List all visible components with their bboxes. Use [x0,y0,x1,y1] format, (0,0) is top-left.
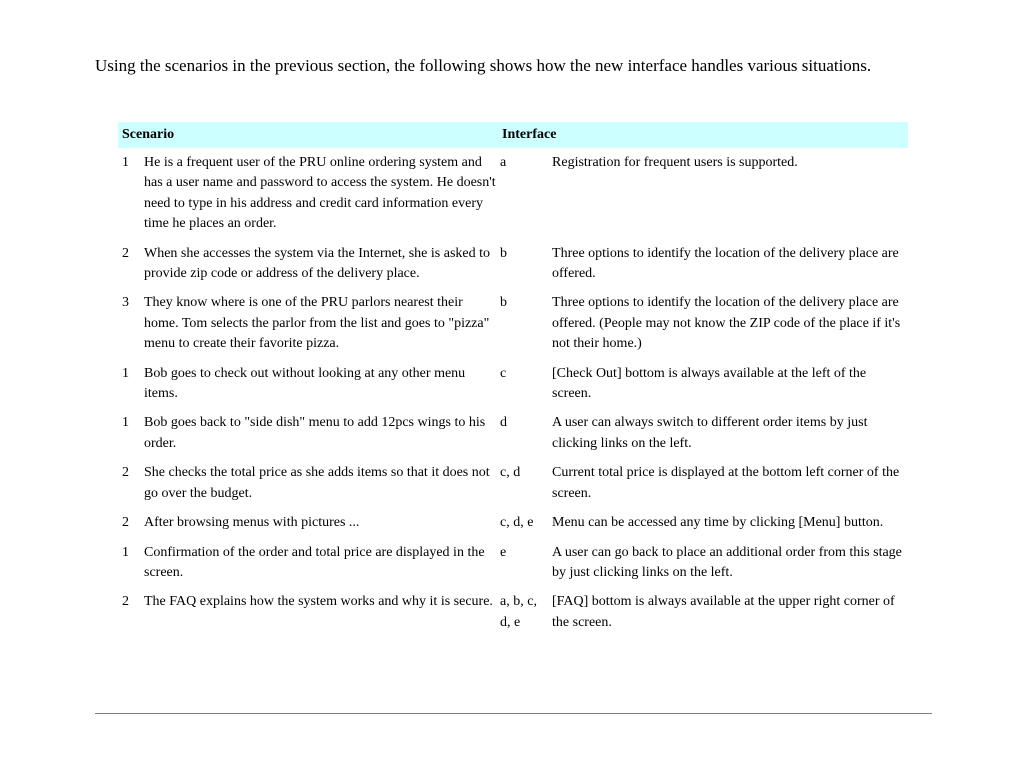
scenario-number: 3 [122,295,129,311]
scenario-text: He is a frequent user of the PRU online ordering system and has a user name and password to access the system. He doesn't need to type in his address and credit card information every time he places an order. [144,155,496,232]
scenario-number: 1 [122,544,129,560]
interface-description: A user can always switch to different order items by just clicking links on the left. [552,415,868,451]
table-header-row [118,122,908,148]
scenario-number: 1 [122,365,129,381]
interface-ref: c, d, e [500,515,534,531]
table-row [118,587,908,637]
interface-ref: c, d [500,465,521,481]
table-row [118,508,908,537]
scenario-text: After browsing menus with pictures ... [144,515,360,531]
scenario-text: Bob goes back to "side dish" menu to add 12pcs wings to his order. [144,415,486,451]
table-row [118,538,908,588]
scenario-column-header: Scenario [118,122,498,148]
scenario-number: 1 [122,415,129,431]
table-row [118,239,908,289]
scenario-number: 2 [122,515,129,531]
interface-description: Registration for frequent users is supported. [552,155,798,170]
interface-ref: c [500,365,507,381]
interface-description: Three options to identify the location of the delivery place are offered. [552,245,899,282]
scenario-text: The FAQ explains how the system works and why it is secure. [144,594,493,610]
horizontal-rule [95,713,932,714]
interface-ref: e [500,544,507,560]
table-row [118,148,908,239]
scenario-text: They know where is one of the PRU parlors nearest their home. Tom selects the parlor from the list and goes to "pizza" menu to create their favorite pizza. [144,295,490,352]
table-row [118,458,908,508]
scenario-interface-table-container [118,122,908,637]
scenario-number: 1 [122,155,129,170]
table-row [118,288,908,358]
interface-ref: d [500,415,508,431]
intro-paragraph: Using the scenarios in the previous section, the following shows how the new interface handles various situations. [95,56,872,75]
scenario-interface-table [118,122,908,637]
interface-description: A user can go back to place an additional order from this stage by just clicking links on the left. [552,544,902,580]
interface-ref: a, b, c, d, e [500,594,537,630]
scenario-text: Confirmation of the order and total price are displayed in the screen. [144,544,485,580]
scenario-number: 2 [122,245,129,261]
interface-description: Menu can be accessed any time by clicking [Menu] button. [552,515,884,531]
scenario-text: Bob goes to check out without looking at any other menu items. [144,365,466,402]
interface-description: Current total price is displayed at the bottom left corner of the screen. [552,465,900,501]
interface-ref: b [500,295,508,311]
scenario-text: She checks the total price as she adds items so that it does not go over the budget. [144,465,490,501]
interface-column-header: Interface [498,122,908,148]
table-row [118,408,908,458]
interface-description: [Check Out] bottom is always available at the left of the screen. [552,365,867,402]
interface-description: Three options to identify the location of the delivery place are offered. (People may not know the ZIP code of the place if it's not their home.) [552,295,901,352]
scenario-number: 2 [122,594,129,610]
interface-ref: b [500,245,508,261]
scenario-text: When she accesses the system via the Internet, she is asked to provide zip code or address of the delivery place. [144,245,491,282]
interface-description: [FAQ] bottom is always available at the upper right corner of the screen. [552,594,895,630]
interface-ref: a [500,155,507,170]
table-row [118,359,908,409]
scenario-number: 2 [122,465,129,481]
